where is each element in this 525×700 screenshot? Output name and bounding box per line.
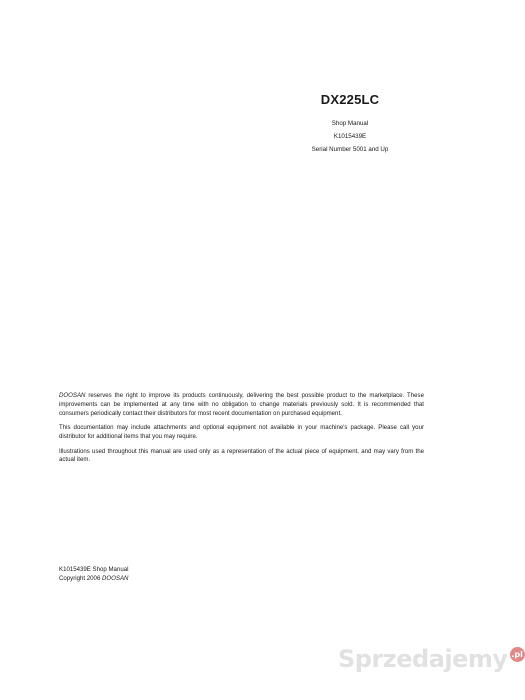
watermark-badge: .pl [510, 647, 525, 662]
notice-paragraph-1-text: reserves the right to improve its products continuously, delivering the best possible product to the marketplace. These improvements can be implemented at any time with no obligation to change materials previously sold. It is recommended that consumers periodically contact their distributors for most recent documentation on purchased equipment. [59, 392, 424, 417]
brand-name: DOOSAN [59, 392, 86, 399]
notice-paragraph-3: Illustrations used throughout this manual are used only as a representation of the actual piece of equipment, and may vary from the actual item. [59, 447, 424, 464]
notice-paragraph-2: This documentation may include attachments and optional equipment not available in your machine's package. Please call your distributor for additional items that you may require. [59, 424, 424, 441]
model-title: DX225LC [320, 92, 380, 107]
site-watermark [338, 645, 525, 679]
copyright-brand: DOOSAN [102, 574, 129, 582]
legal-notice [59, 392, 424, 471]
watermark-text: Sprzedajemy [338, 645, 508, 673]
title-block [280, 92, 420, 156]
copyright-prefix: Copyright 2006 [59, 574, 103, 582]
footer [59, 566, 128, 584]
footer-doc-id: K1015439E Shop Manual [59, 566, 129, 573]
serial-range: Serial Number 5001 and Up [311, 146, 389, 153]
part-number: K1015439E [333, 133, 367, 140]
copyright-line [59, 575, 128, 584]
notice-paragraph-1 [59, 392, 424, 419]
doc-type: Shop Manual [331, 120, 369, 127]
